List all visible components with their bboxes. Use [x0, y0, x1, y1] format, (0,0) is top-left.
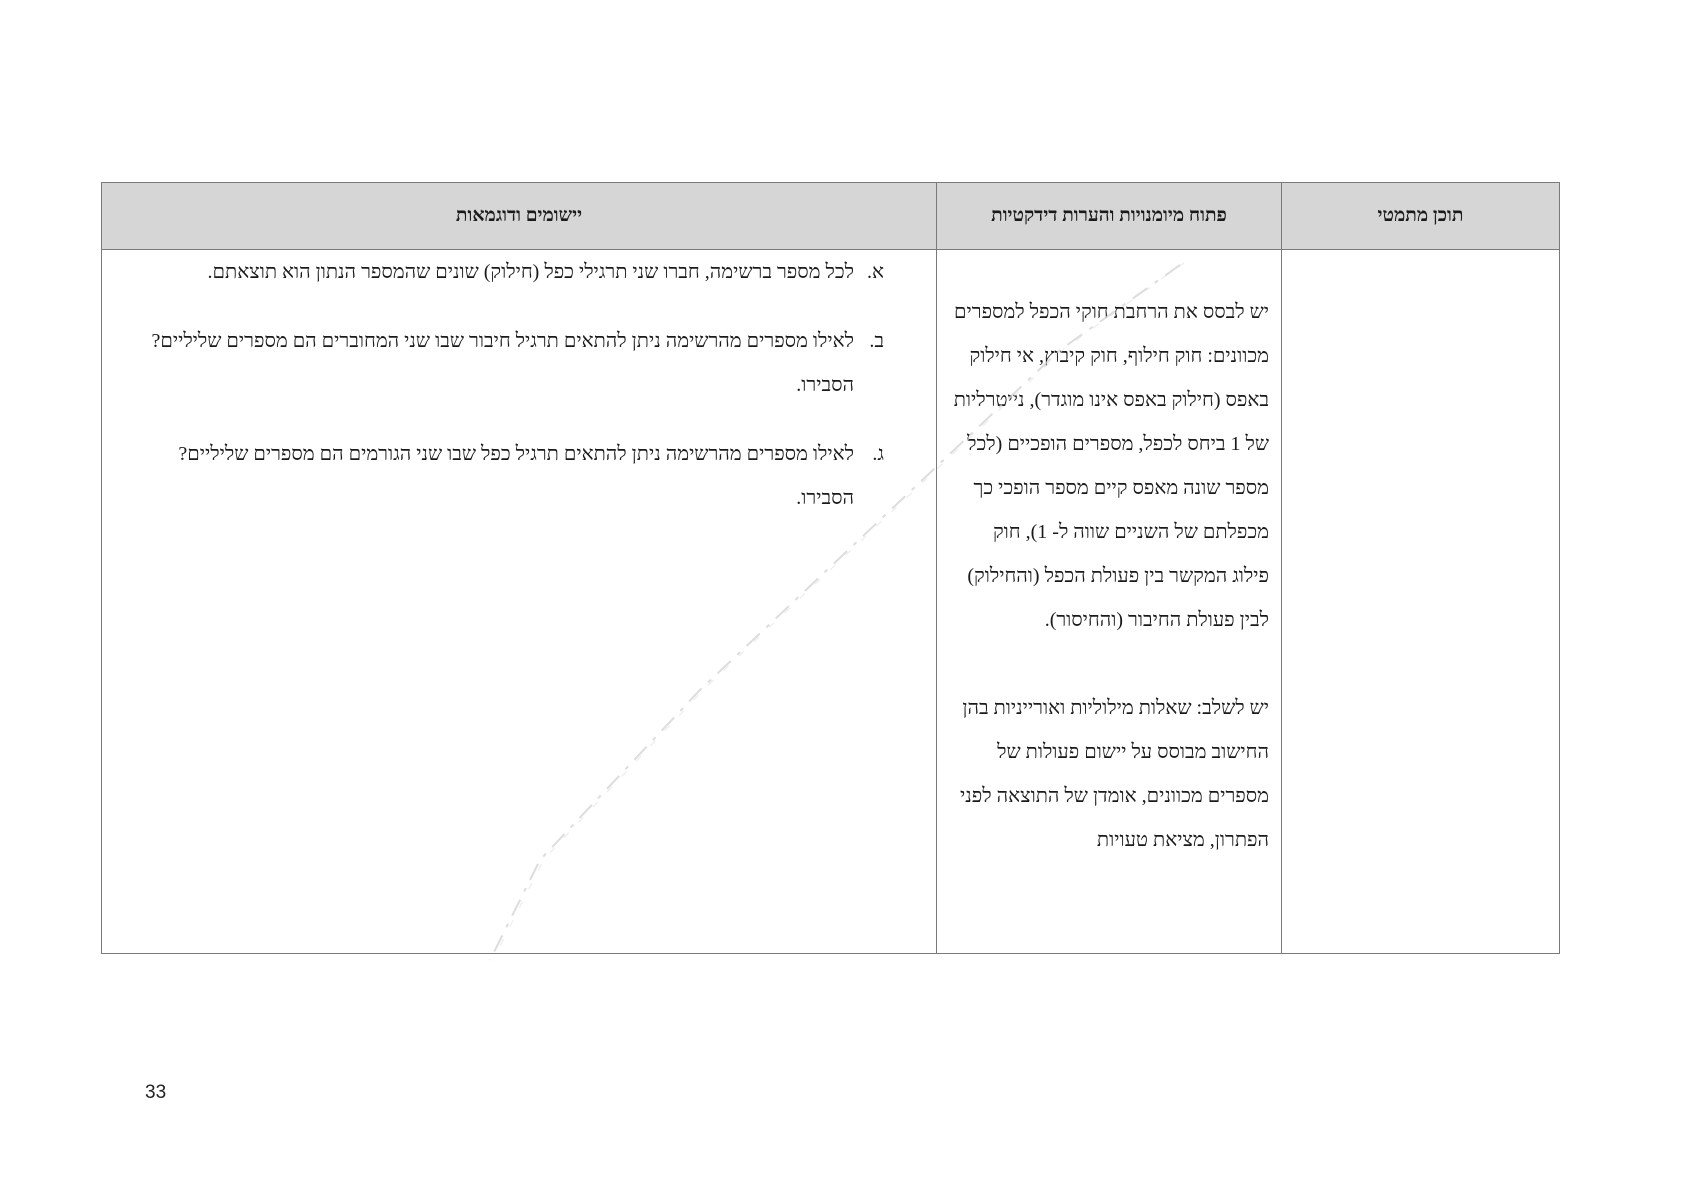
math-content-cell [1282, 250, 1560, 954]
skills-paragraph: יש לבסס את הרחבת חוקי הכפל למספרים מכוונים: חוק חילוף, חוק קיבוץ, אי חילוק באפס (חילוק באפס אינו מוגדר), נייטרליות של 1 ביחס לכפל, מספרים הופכיים (לכל מספר שונה מאפס קיים מספר הופכי כך מכפלתם של השניים שווה ל- 1), חוק פילוג המקשר בין פעולת הכפל (והחילוק) לבין פעולת החיבור (והחיסור). [953, 301, 1269, 631]
list-item [142, 432, 884, 520]
list-item [142, 319, 884, 407]
page-number: 33 [145, 1082, 167, 1103]
applications-cell [102, 250, 937, 954]
list-item-text: לאילו מספרים מהרשימה ניתן להתאים תרגיל חיבור שבו שני המחוברים הם מספרים שליליים? הסבירו. [151, 330, 854, 396]
header-skills-notes: פתוח מיומנויות והערות דידקטיות [937, 183, 1282, 250]
skills-paragraph: יש לשלב: שאלות מילוליות ואורייניות בהן החישוב מבוסס על יישום פעולות של מספרים מכוונים, אומדן של התוצאה לפני הפתרון, מציאת טעויות [960, 697, 1269, 851]
table-header-row [102, 183, 1560, 250]
header-applications-examples: יישומים ודוגמאות [102, 183, 937, 250]
list-item-marker: ב. [869, 330, 884, 352]
skills-notes-cell [937, 250, 1282, 954]
list-item-marker: ג. [872, 443, 884, 465]
applications-list [102, 250, 936, 520]
table-row [102, 250, 1560, 954]
curriculum-table [101, 182, 1560, 954]
skills-notes-text [937, 250, 1281, 862]
list-item [142, 250, 884, 294]
list-item-text: לכל מספר ברשימה, חברו שני תרגילי כפל (חילוק) שונים שהמספר הנתון הוא תוצאתם. [207, 261, 854, 283]
list-item-marker: א. [866, 261, 884, 283]
header-math-content: תוכן מתמטי [1282, 183, 1560, 250]
list-item-text: לאילו מספרים מהרשימה ניתן להתאים תרגיל כפל שבו שני הגורמים הם מספרים שליליים? הסבירו. [178, 443, 854, 509]
